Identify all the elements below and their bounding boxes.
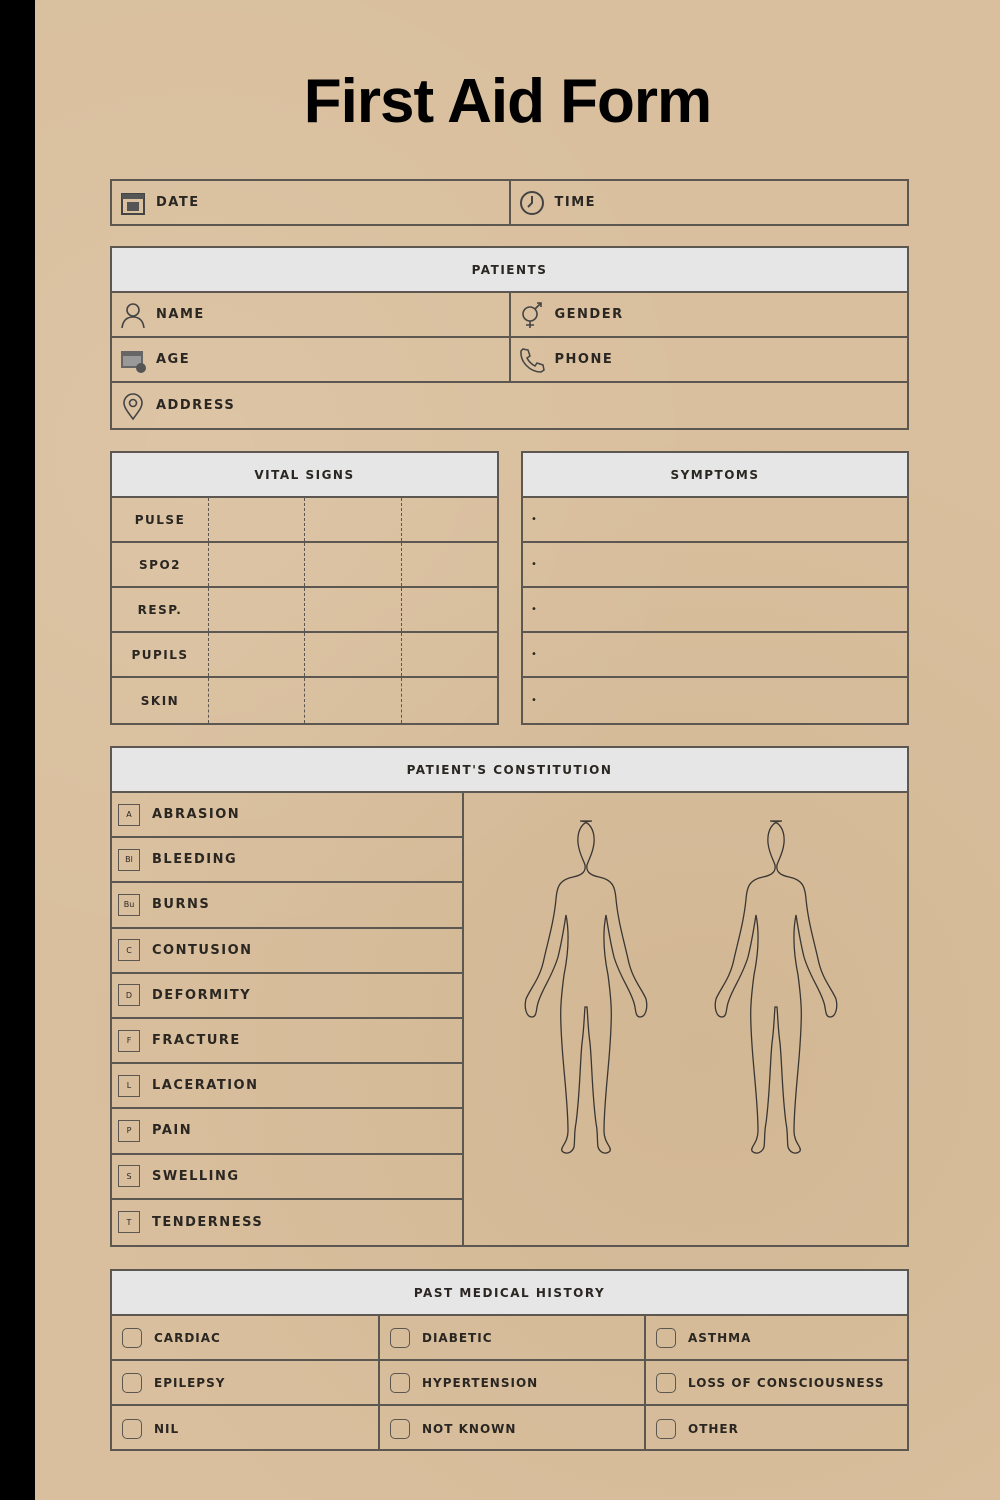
time-field[interactable] xyxy=(509,181,908,224)
constitution-item[interactable] xyxy=(112,1064,462,1109)
checkbox[interactable] xyxy=(122,1373,142,1393)
history-option[interactable] xyxy=(112,1361,378,1404)
checkbox[interactable] xyxy=(390,1373,410,1393)
symptom-row[interactable] xyxy=(523,498,907,543)
constitution-label: CONTUSION xyxy=(152,942,253,958)
location-pin-icon xyxy=(118,391,148,421)
code-box: T xyxy=(118,1211,140,1233)
vital-input-cell[interactable] xyxy=(208,543,304,586)
vital-row xyxy=(112,633,497,678)
body-outline-icon xyxy=(464,793,907,1245)
vital-signs-header: VITAL SIGNS xyxy=(112,453,497,498)
name-label: NAME xyxy=(156,307,205,322)
symptom-bullet: • xyxy=(531,559,537,570)
history-label: OTHER xyxy=(688,1421,739,1436)
symptoms-section xyxy=(521,451,909,725)
constitution-label: BLEEDING xyxy=(152,852,238,868)
vital-input-cell[interactable] xyxy=(208,678,304,723)
constitution-label: BURNS xyxy=(152,897,211,913)
patients-section xyxy=(110,246,909,430)
symptom-bullet: • xyxy=(531,649,537,660)
code-box: F xyxy=(118,1030,140,1052)
constitution-label: FRACTURE xyxy=(152,1033,241,1049)
vital-input-cell[interactable] xyxy=(401,498,497,541)
constitution-item[interactable] xyxy=(112,974,462,1019)
time-label: TIME xyxy=(554,195,597,210)
code-box: A xyxy=(118,804,140,826)
constitution-header: PATIENT'S CONSTITUTION xyxy=(112,748,907,793)
vital-input-cell[interactable] xyxy=(304,498,400,541)
history-row xyxy=(112,1406,907,1451)
checkbox[interactable] xyxy=(390,1419,410,1439)
vital-input-cell[interactable] xyxy=(208,588,304,631)
page-title: First Aid Form xyxy=(303,67,712,136)
code-box: D xyxy=(118,984,140,1006)
vital-signs-section xyxy=(110,451,499,725)
vital-input-cell[interactable] xyxy=(208,633,304,676)
checkbox[interactable] xyxy=(122,1419,142,1439)
address-label: ADDRESS xyxy=(156,398,236,413)
history-label: EPILEPSY xyxy=(154,1375,226,1390)
symptoms-header: SYMPTOMS xyxy=(523,453,907,498)
history-option[interactable] xyxy=(644,1316,907,1359)
checkbox[interactable] xyxy=(656,1328,676,1348)
age-field[interactable] xyxy=(112,338,509,381)
symptom-bullet: • xyxy=(531,514,537,525)
constitution-label: LACERATION xyxy=(152,1078,259,1094)
checkbox[interactable] xyxy=(656,1419,676,1439)
history-label: NIL xyxy=(154,1421,180,1436)
name-field[interactable] xyxy=(112,293,509,336)
symptom-row[interactable] xyxy=(523,543,907,588)
phone-field[interactable] xyxy=(509,338,908,381)
constitution-item[interactable] xyxy=(112,793,462,838)
history-label: CARDIAC xyxy=(154,1330,221,1345)
vital-row xyxy=(112,588,497,633)
phone-icon xyxy=(517,345,547,375)
history-label: DIABETIC xyxy=(422,1330,493,1345)
constitution-section xyxy=(110,746,909,1247)
history-row xyxy=(112,1361,907,1406)
age-label: AGE xyxy=(156,352,191,367)
history-row xyxy=(112,1316,907,1361)
constitution-item[interactable] xyxy=(112,1019,462,1064)
checkbox[interactable] xyxy=(656,1373,676,1393)
vital-label: RESP. xyxy=(137,602,183,617)
vital-row xyxy=(112,498,497,543)
constitution-label: SWELLING xyxy=(152,1168,240,1184)
code-box: S xyxy=(118,1165,140,1187)
vital-input-cell[interactable] xyxy=(304,588,400,631)
constitution-item[interactable] xyxy=(112,838,462,883)
vital-input-cell[interactable] xyxy=(401,543,497,586)
history-label: ASTHMA xyxy=(688,1330,752,1345)
vital-row xyxy=(112,543,497,588)
history-option[interactable] xyxy=(112,1406,378,1451)
history-option[interactable] xyxy=(378,1361,644,1404)
vital-input-cell[interactable] xyxy=(401,588,497,631)
vital-label: SPO2 xyxy=(139,557,181,572)
vital-label: PULSE xyxy=(134,512,186,527)
symptom-row[interactable] xyxy=(523,588,907,633)
address-field[interactable] xyxy=(112,383,907,428)
date-field[interactable] xyxy=(112,181,509,224)
date-time-section xyxy=(110,179,909,226)
history-option[interactable] xyxy=(378,1406,644,1451)
medical-history-section xyxy=(110,1269,909,1451)
medical-history-header: PAST MEDICAL HISTORY xyxy=(112,1271,907,1316)
book-spine xyxy=(0,0,35,1500)
vital-row xyxy=(112,678,497,723)
history-option[interactable] xyxy=(644,1406,907,1451)
checkbox[interactable] xyxy=(390,1328,410,1348)
phone-label: PHONE xyxy=(554,352,614,367)
constitution-item[interactable] xyxy=(112,1200,462,1245)
constitution-label: TENDERNESS xyxy=(152,1214,264,1230)
gender-icon xyxy=(517,300,547,330)
gender-label: GENDER xyxy=(554,307,624,322)
vital-input-cell[interactable] xyxy=(304,633,400,676)
history-option[interactable] xyxy=(112,1316,378,1359)
symptom-row[interactable] xyxy=(523,633,907,678)
constitution-item[interactable] xyxy=(112,883,462,928)
gender-field[interactable] xyxy=(509,293,908,336)
history-label: NOT KNOWN xyxy=(422,1421,517,1436)
constitution-label: DEFORMITY xyxy=(152,987,252,1003)
history-option[interactable] xyxy=(644,1361,907,1404)
constitution-item[interactable] xyxy=(112,929,462,974)
date-label: DATE xyxy=(156,195,200,210)
code-box: Bu xyxy=(118,894,140,916)
person-icon xyxy=(118,300,148,330)
code-box: P xyxy=(118,1120,140,1142)
calendar-age-icon xyxy=(118,345,148,375)
vital-input-cell[interactable] xyxy=(304,678,400,723)
symptom-bullet: • xyxy=(531,695,537,706)
constitution-item[interactable] xyxy=(112,1109,462,1154)
calendar-icon xyxy=(118,188,148,218)
checkbox[interactable] xyxy=(122,1328,142,1348)
history-label: LOSS OF CONSCIOUSNESS xyxy=(688,1375,885,1390)
patients-header: PATIENTS xyxy=(112,248,907,293)
clock-icon xyxy=(517,188,547,218)
symptom-row[interactable] xyxy=(523,678,907,723)
constitution-label: ABRASION xyxy=(152,807,241,823)
constitution-item[interactable] xyxy=(112,1155,462,1200)
symptom-bullet: • xyxy=(531,604,537,615)
vital-label: SKIN xyxy=(140,693,180,708)
code-box: Bl xyxy=(118,849,140,871)
constitution-label: PAIN xyxy=(152,1123,193,1139)
history-option[interactable] xyxy=(378,1316,644,1359)
code-box: C xyxy=(118,939,140,961)
vital-input-cell[interactable] xyxy=(208,498,304,541)
code-box: L xyxy=(118,1075,140,1097)
vital-input-cell[interactable] xyxy=(401,633,497,676)
body-diagram[interactable] xyxy=(464,793,907,1245)
vital-input-cell[interactable] xyxy=(304,543,400,586)
history-label: HYPERTENSION xyxy=(422,1375,539,1390)
vital-input-cell[interactable] xyxy=(401,678,497,723)
vital-label: PUPILS xyxy=(131,647,189,662)
